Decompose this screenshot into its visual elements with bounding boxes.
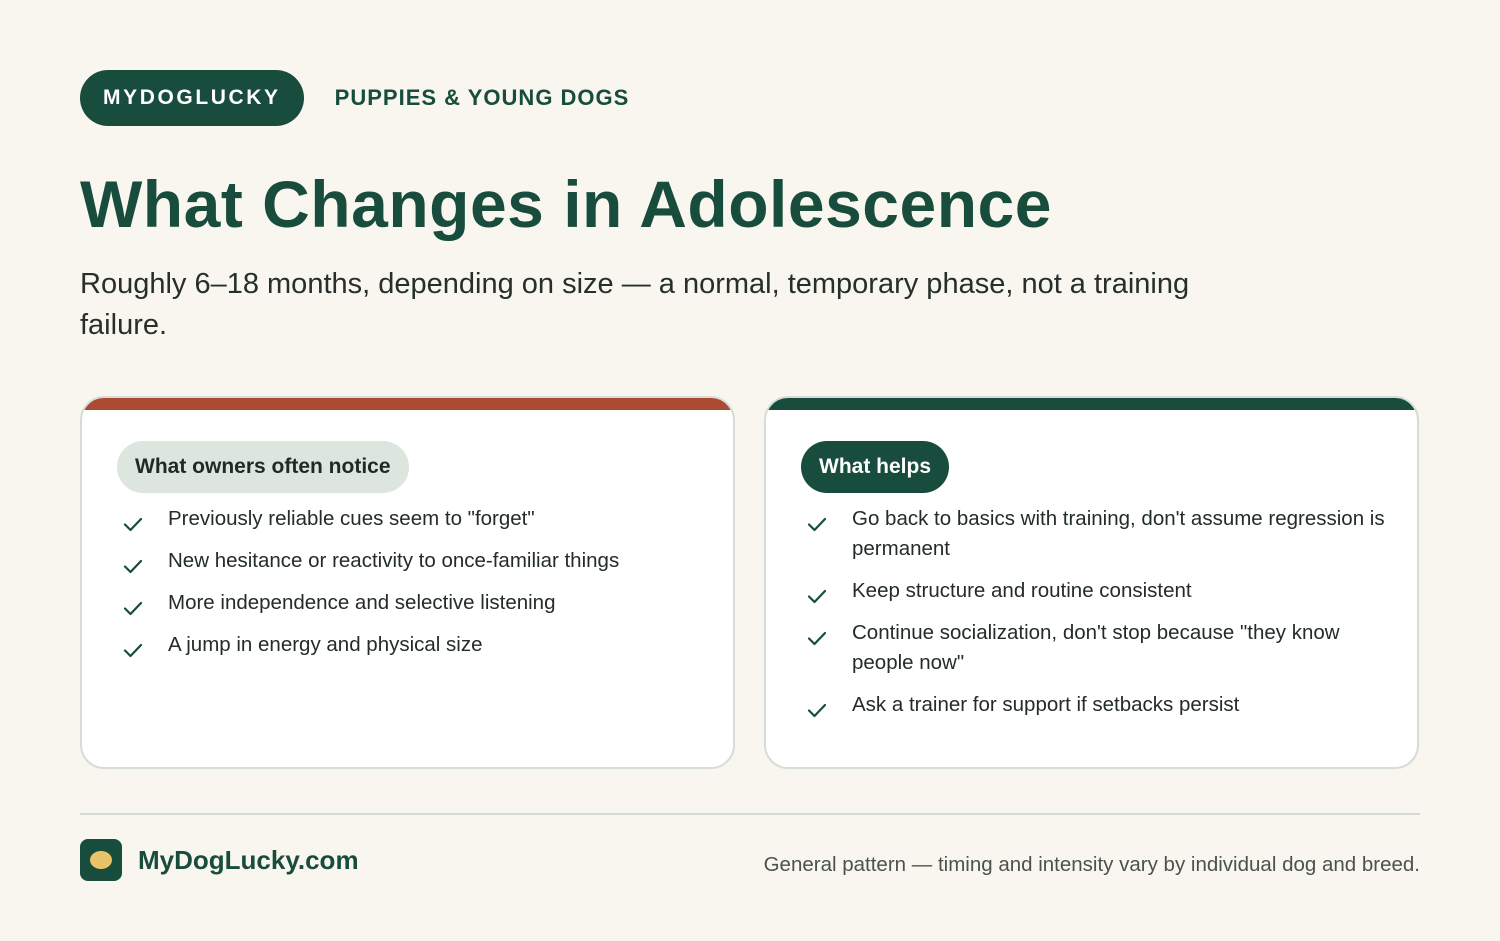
list-item-text: Go back to basics with training, don't assume regression is permanent: [852, 507, 1385, 560]
check-icon: [122, 597, 144, 619]
card-accent-bar: [766, 398, 1417, 410]
footer-note: General pattern — timing and intensity vary by individual dog and breed.: [763, 853, 1420, 876]
list-item: [122, 630, 703, 660]
helps-list: [806, 504, 1387, 732]
helps-card: [764, 396, 1419, 769]
check-icon: [806, 585, 828, 607]
helps-card-tag: What helps: [801, 441, 949, 493]
category-label: PUPPIES & YOUNG DOGS: [334, 85, 630, 110]
list-item-text: Continue socialization, don't stop because "they know people now": [852, 621, 1340, 674]
list-item-text: Ask a trainer for support if setbacks persist: [852, 693, 1240, 716]
list-item: [806, 618, 1387, 678]
check-icon: [806, 513, 828, 535]
page-subtitle: Roughly 6–18 months, depending on size — a normal, temporary phase, not a training failure.: [80, 268, 1190, 341]
list-item: [806, 504, 1387, 564]
footer-brand[interactable]: [80, 839, 359, 881]
notice-card-tag: What owners often notice: [117, 441, 409, 493]
list-item-text: A jump in energy and physical size: [168, 633, 483, 656]
list-item-text: New hesitance or reactivity to once-familiar things: [168, 549, 620, 572]
list-item-text: Previously reliable cues seem to "forget": [168, 507, 535, 530]
logo-dot-icon: [90, 851, 112, 869]
notice-list: [122, 504, 703, 672]
check-icon: [806, 699, 828, 721]
list-item-text: More independence and selective listening: [168, 591, 556, 614]
notice-card: [80, 396, 735, 769]
list-item: [122, 546, 703, 576]
list-item: [806, 576, 1387, 606]
page-title: What Changes in Adolescence: [80, 167, 1052, 241]
list-item-text: Keep structure and routine consistent: [852, 579, 1192, 602]
list-item: [122, 588, 703, 618]
list-item: [122, 504, 703, 534]
check-icon: [122, 639, 144, 661]
check-icon: [122, 555, 144, 577]
top-bar: [80, 70, 629, 126]
logo-icon: [80, 839, 122, 881]
check-icon: [806, 627, 828, 649]
card-accent-bar: [82, 398, 733, 410]
site-name: MyDogLucky.com: [138, 844, 359, 875]
list-item: [806, 690, 1387, 720]
brand-badge: MYDOGLUCKY: [80, 70, 304, 126]
check-icon: [122, 513, 144, 535]
footer-divider: [80, 813, 1420, 815]
